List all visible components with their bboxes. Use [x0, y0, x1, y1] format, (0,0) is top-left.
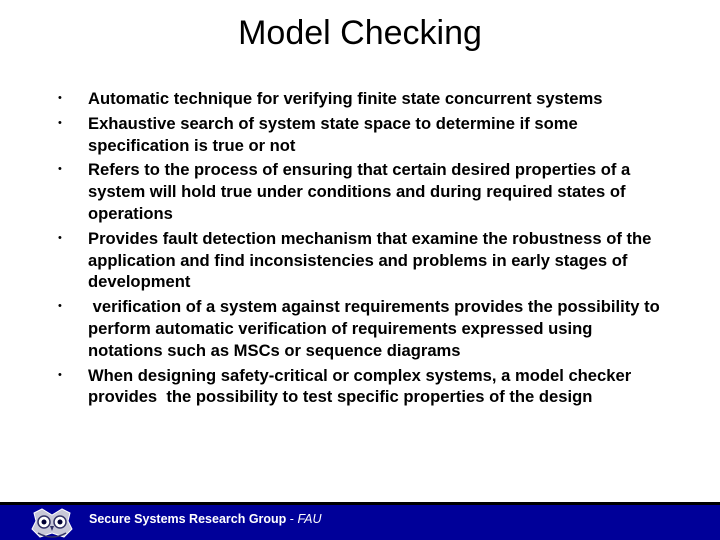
footer-text — [89, 512, 322, 526]
footer-group-name: Secure Systems Research Group — [89, 512, 287, 526]
bullet-list — [0, 88, 720, 411]
owl-logo-icon — [30, 507, 74, 540]
bullet-item — [0, 113, 720, 157]
bullet-text: Automatic technique for verifying finite state concurrent systems — [88, 89, 603, 108]
bullet-item — [0, 88, 720, 110]
bullet-dot-icon: • — [58, 163, 62, 176]
footer-separator: - — [286, 512, 298, 526]
bullet-item — [0, 159, 720, 224]
bullet-text: When designing safety-critical or complex systems, a model checker provides the possibility to test specific properties of the design — [88, 365, 636, 407]
footer-bar — [0, 502, 720, 540]
bullet-dot-icon: • — [58, 116, 62, 129]
bullet-text: Exhaustive search of system state space to determine if some specification is true or not — [88, 113, 578, 155]
bullet-item — [0, 296, 720, 361]
bullet-dot-icon: • — [58, 300, 62, 313]
bullet-dot-icon: • — [58, 231, 62, 244]
bullet-text: verification of a system against requirements provides the possibility to perform automatic verification of requirements expressed using notations such as MSCs or sequence diagrams — [88, 297, 665, 360]
bullet-item — [0, 365, 720, 409]
bullet-dot-icon: • — [58, 92, 62, 104]
bullet-item — [0, 228, 720, 293]
bullet-text: Refers to the process of ensuring that certain desired properties of a system will hold true under conditions and during required states of operations — [88, 160, 631, 223]
bullet-dot-icon: • — [58, 368, 62, 381]
footer-org-name: FAU — [297, 512, 322, 526]
bullet-text: Provides fault detection mechanism that examine the robustness of the application and find inconsistencies and problems in early stages of development — [88, 228, 652, 292]
slide-title: Model Checking — [238, 14, 482, 52]
